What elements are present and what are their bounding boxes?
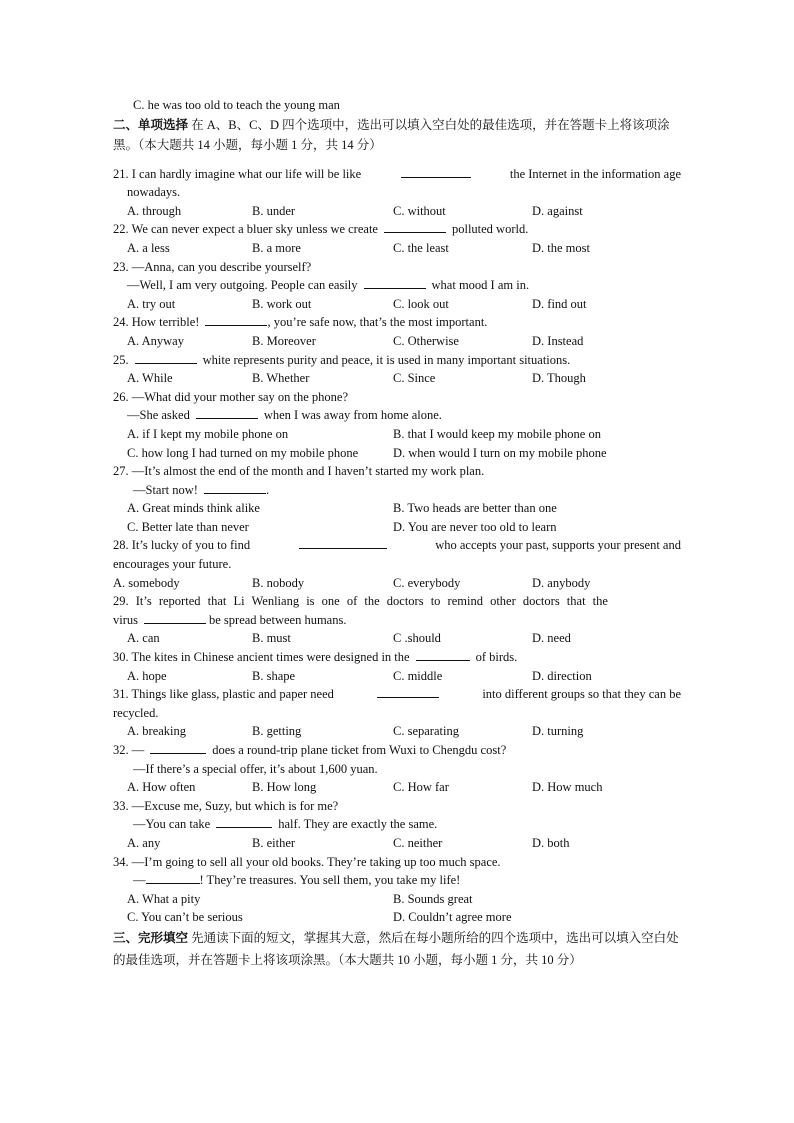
option-d: D. against [532,203,583,218]
option-a: A. can [127,631,160,646]
q29-stem-end: be spread between humans. [209,612,347,627]
option-c: C. Since [393,371,436,386]
option-a: A. How often [127,780,196,795]
option-a: A. through [127,203,182,218]
q29-stem: 29. It’s reported that Li Wenliang is one of the doctors to remind other doctors that the [113,594,608,609]
option-d: D. Instead [532,333,584,348]
answer-blank [135,351,197,364]
option-c: C. how long I had turned on my mobile phone [127,445,359,460]
answer-blank [377,685,439,698]
q21-options [113,202,681,221]
q32-stem: 32. — [113,743,145,757]
q27-reply-start: —Start now! [133,482,198,497]
q27-reply-end: . [265,482,270,497]
q29-options [113,629,681,648]
option-c: C. look out [393,296,449,311]
q26-options-row2 [113,444,681,463]
section3-num: 三、 [113,930,139,945]
q31-options [113,722,681,741]
q29-continuation [113,611,681,630]
option-a: A. Anyway [127,333,184,348]
answer-blank [146,871,200,884]
option-c: C. middle [393,668,443,683]
option-c: C. You can’t be serious [127,910,243,925]
exam-page [113,96,681,971]
option-a: A. any [127,835,161,850]
q26-reply-end: when I was away from home alone. [263,408,442,423]
question-29 [113,592,681,611]
q25-options [113,369,681,388]
question-33: 33. —Excuse me, Suzy, but which is for me? [113,798,339,813]
option-d: D. turning [532,724,584,739]
option-b: B. Two heads are better than one [393,501,557,516]
question-25 [113,351,681,370]
option-b: B. under [252,203,296,218]
q28-continuation: encourages your future. [113,557,232,572]
q33-reply-start: —You can take [133,817,211,832]
option-b: B. Sounds great [393,891,473,906]
answer-blank [216,815,272,828]
option-d: D. when would I turn on my mobile phone [393,445,607,460]
q21-stem-end: the Internet in the information age [509,166,681,181]
option-d: D. How much [532,780,603,795]
question-21 [113,165,681,184]
answer-blank [144,611,206,624]
option-b: B. work out [252,296,312,311]
option-a: A. if I kept my mobile phone on [127,426,289,441]
prev-option: C. he was too old to teach the young man [133,98,340,112]
question-22 [113,220,681,239]
answer-blank [299,536,387,549]
section3-header [113,927,681,971]
q33-reply [113,815,681,834]
q23-reply-start: —Well, I am very outgoing. People can easily [127,278,358,293]
question-24 [113,313,681,332]
q21-continuation: nowadays. [127,185,181,200]
option-c: C. Better late than never [127,519,249,534]
q26-options-row1 [113,425,681,444]
q34-reply-start: — [133,873,146,888]
q24-stem: 24. How terrible! [113,315,200,330]
answer-blank [401,165,471,178]
q27-options-row1 [113,499,681,518]
option-a: A. While [127,371,173,386]
q34-options-row2 [113,908,681,927]
option-a: A. Great minds think alike [127,501,260,516]
option-b: B. a more [252,240,301,255]
section3-title: 完形填空 [138,930,189,945]
q34-reply-end: ! They’re treasures. You sell them, you take my life! [199,873,461,888]
option-b: B. Moreover [252,333,316,348]
option-d: D. Couldn’t agree more [393,910,512,925]
option-d: D. anybody [532,575,591,590]
q27-options-row2 [113,518,681,537]
q33-options [113,834,681,853]
q26-reply-start: —She asked [127,408,190,423]
q28-options [113,574,681,593]
question-34: 34. —I’m going to sell all your old books. They’re taking up too much space. [113,854,501,869]
option-a: A. breaking [127,724,187,739]
question-30 [113,648,681,667]
option-a: A. somebody [113,575,180,590]
option-d: D. find out [532,296,587,311]
q33-reply-end: half. They are exactly the same. [278,817,438,832]
section2-instructions: 在 A、B、C、D 四个选项中，选出可以填入空白处的最佳选项，并在答题卡上将该项涂黑。（本大题共 14 小题，每小题 1 分，共 14 分） [113,117,670,152]
q34-reply [113,871,681,890]
option-c: C. the least [393,240,449,255]
option-c: C. neither [393,835,443,850]
q32-stem-end: does a round-trip plane ticket from Wuxi to Chengdu cost? [212,743,507,757]
q22-stem: 22. We can never expect a bluer sky unless we create [113,222,378,237]
option-d: D. the most [532,240,590,255]
q34-options-row1 [113,890,681,909]
option-b: B. nobody [252,575,305,590]
option-a: A. a less [127,240,170,255]
q22-stem-end: polluted world. [451,222,529,237]
option-b: B. How long [252,780,317,795]
q21-stem: 21. I can hardly imagine what our life will be like [113,166,362,181]
q28-stem: 28. It’s lucky of you to find [113,538,251,553]
q30-options [113,667,681,686]
question-31 [113,685,681,704]
option-d: D. You are never too old to learn [393,519,557,534]
q25-stem-end: white represents purity and peace, it is used in many important situations. [202,352,571,367]
answer-blank [205,313,267,326]
option-d: D. direction [532,668,592,683]
option-b: B. that I would keep my mobile phone on [393,426,601,441]
q28-stem-end: who accepts your past, supports your present and [435,538,681,553]
answer-blank [384,220,446,233]
q31-continuation: recycled. [113,705,159,720]
answer-blank [150,741,206,754]
section2-header [113,115,681,155]
section2-title: 单项选择 [138,117,189,132]
option-b: B. Whether [252,371,310,386]
section2-num: 二、 [113,117,139,132]
option-d: D. Though [532,371,586,386]
option-b: B. getting [252,724,302,739]
answer-blank [364,276,426,289]
question-32 [113,741,681,760]
option-b: B. either [252,835,296,850]
q29-stem-mid: virus [113,612,138,627]
question-26: 26. —What did your mother say on the phone? [113,389,349,404]
answer-blank [196,406,258,419]
q23-options [113,295,681,314]
q31-stem: 31. Things like glass, plastic and paper need [113,687,334,702]
option-b: B. shape [252,668,296,683]
option-d: D. need [532,631,571,646]
option-c: C. How far [393,780,449,795]
option-c: C. Otherwise [393,333,459,348]
q24-stem-end: , you’re safe now, that’s the most important. [267,315,488,330]
option-a: A. try out [127,296,176,311]
q32-reply: —If there’s a special offer, it’s about 1,600 yuan. [133,761,378,776]
question-27: 27. —It’s almost the end of the month and I haven’t started my work plan. [113,464,485,479]
q27-reply [113,481,681,500]
answer-blank [416,648,470,661]
q31-stem-end: into different groups so that they can be [482,687,681,702]
answer-blank [204,481,266,494]
q30-stem-end: of birds. [475,650,518,665]
option-b: B. must [252,631,291,646]
section3-instructions: 先通读下面的短文，掌握其大意，然后在每小题所给的四个选项中，选出可以填入空白处的最佳选项，并在答题卡上将该项涂黑。（本大题共 10 小题，每小题 1 分，共 10 分） [113,930,679,967]
q30-stem: 30. The kites in Chinese ancient times were designed in the [113,650,410,665]
q25-stem: 25. [113,352,129,367]
option-a: A. What a pity [127,891,201,906]
q26-reply [113,406,681,425]
question-28 [113,536,681,555]
q22-options [113,239,681,258]
q23-reply-end: what mood I am in. [431,278,530,293]
q24-options [113,332,681,351]
option-c: C. everybody [393,575,461,590]
option-c: C. without [393,203,446,218]
question-23: 23. —Anna, can you describe yourself? [113,259,312,274]
q23-reply [113,276,681,295]
q32-options [113,778,681,797]
option-c: C .should [393,631,441,646]
option-d: D. both [532,835,570,850]
option-c: C. separating [393,724,459,739]
option-a: A. hope [127,668,167,683]
